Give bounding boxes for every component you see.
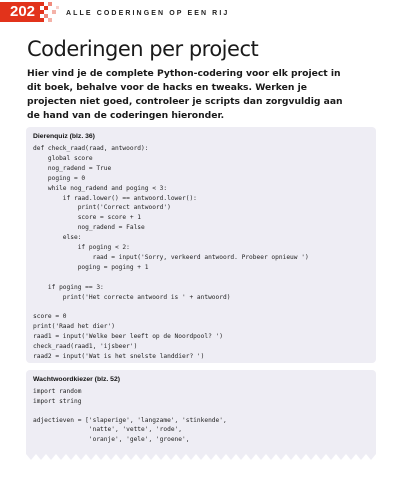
code-line: adjectieven = ['slaperige', 'langzame', 'stinkende', <box>33 416 227 424</box>
code-line: else: <box>33 234 82 242</box>
code-line: score = score + 1 <box>33 214 142 222</box>
page-title: Coderingen per project <box>27 37 259 61</box>
code-line: print('Het correcte antwoord is ' + antwoord) <box>33 293 231 301</box>
page-header <box>0 0 402 26</box>
code-line: raad1 = input('Welke beer leeft op de Noordpool? ') <box>33 333 223 341</box>
code-line: score = 0 <box>33 313 67 321</box>
code-line: if poging == 3: <box>33 283 104 291</box>
code-line: nog_radend = False <box>33 224 145 232</box>
code-block-heading: Wachtwoordkiezer (blz. 52) <box>33 376 120 383</box>
code-line: poging = poging + 1 <box>33 263 149 271</box>
code-line: raad2 = input('Wat is het snelste landdier? ') <box>33 353 205 361</box>
code-line <box>33 406 227 416</box>
code-line <box>33 362 309 363</box>
code-block-wachtwoordkiezer <box>26 370 376 452</box>
code-line: print('Raad het dier') <box>33 323 115 331</box>
code-line: print('Correct antwoord') <box>33 204 171 212</box>
code-listing <box>33 387 227 452</box>
code-line: import random <box>33 388 82 395</box>
code-line: 'oranje', 'gele', 'groene', <box>33 435 190 443</box>
torn-edge-decoration <box>26 446 376 462</box>
code-line: def check_raad(raad, antwoord): <box>33 145 149 152</box>
code-line: nog_radend = True <box>33 164 112 172</box>
code-line: raad = input('Sorry, verkeerd antwoord. Probeer opnieuw ') <box>33 253 309 261</box>
code-line: import string <box>33 397 82 405</box>
code-line: check_raad(raad1, 'ijsbeer') <box>33 343 138 351</box>
intro-paragraph: Hier vind je de complete Python-codering voor elk project in dit boek, behalve voor de hacks en tweaks. Werken je projecten niet goed, controleer je scripts dan zorgvuldig aan de hand van de coderingen hieronder. <box>27 68 343 121</box>
code-line: if raad.lower() == antwoord.lower(): <box>33 194 197 202</box>
code-line <box>33 273 309 283</box>
code-line: poging = 0 <box>33 174 86 182</box>
code-line: while nog_radend and poging < 3: <box>33 184 168 192</box>
page-number: 202 <box>10 3 36 20</box>
code-line: 'natte', 'vette', 'rode', <box>33 426 183 434</box>
code-listing <box>33 144 309 363</box>
chapter-label: ALLE CODERINGEN OP EEN RIJ <box>66 10 230 17</box>
code-line: if poging < 2: <box>33 244 130 252</box>
code-block-dierenquiz <box>26 127 376 363</box>
code-line <box>33 303 309 313</box>
code-block-heading: Dierenquiz (blz. 36) <box>33 133 95 140</box>
code-line: global score <box>33 154 93 162</box>
